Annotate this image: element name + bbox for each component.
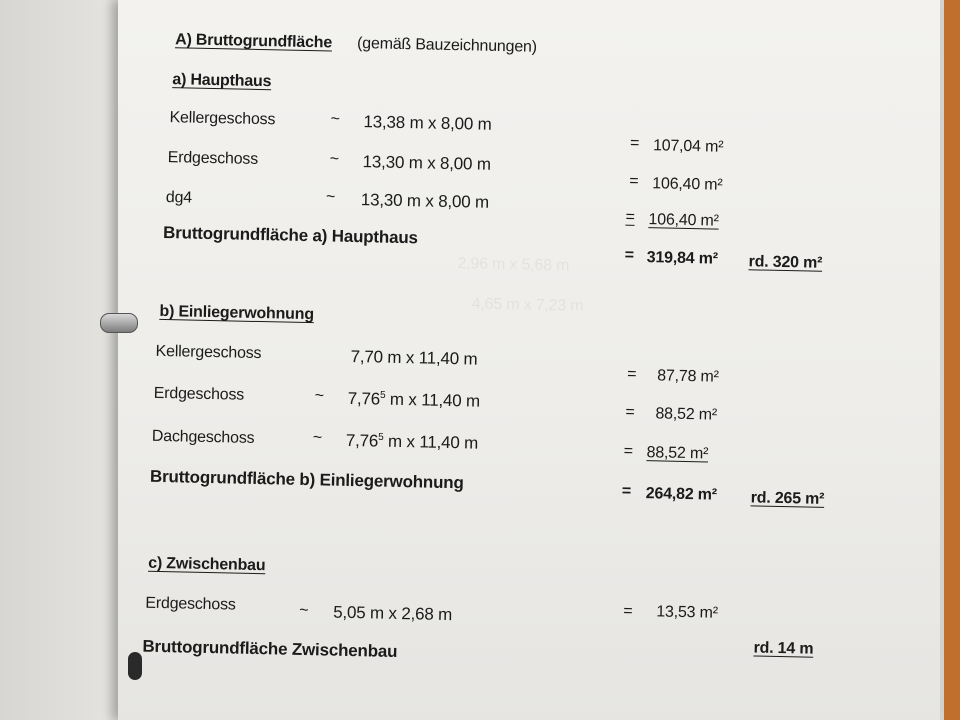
approx-symbol: ~ (330, 110, 340, 128)
row-area: 87,78 m² (657, 367, 719, 386)
row-dimensions: 7,70 m x 11,40 m (350, 346, 478, 369)
approx-symbol: ~ (299, 601, 309, 620)
row-dimensions: 13,30 m x 8,00 m (360, 190, 490, 212)
row-dimensions: 5,05 m x 2,68 m (333, 602, 453, 625)
subtotal-label: Bruttogrundfläche Zwischenbau (142, 636, 398, 661)
section-heading: a) Haupthaus (172, 71, 272, 91)
equals-sign: = (623, 602, 633, 620)
equals-sign: = (624, 246, 635, 264)
equals-sign: = (623, 442, 633, 460)
row-dimensions: 13,38 m x 8,00 m (363, 112, 492, 134)
row-label: Erdgeschoss (153, 384, 245, 404)
rounded-total: rd. 320 m² (748, 253, 823, 272)
row-area: 88,52 m² (655, 405, 718, 424)
row-label: Kellergeschoss (155, 342, 262, 363)
row-label: Dachgeschoss (151, 427, 255, 447)
row-area: 88,52 m² (646, 444, 709, 463)
section-heading: b) Einliegerwohnung (159, 302, 315, 324)
row-label: Kellergeschoss (169, 109, 276, 129)
subtotal-area: 319,84 m² (646, 249, 719, 268)
row-area: 13,53 m² (656, 603, 719, 622)
document-title: A) Bruttogrundfläche (175, 31, 333, 52)
background-orange-strip (944, 0, 960, 720)
row-dimensions: 7,76$^5$ m x 11,40 m (347, 388, 481, 411)
equals-sign: = (625, 208, 635, 226)
equals-sign: = (629, 134, 640, 152)
row-label: dg4 (165, 189, 193, 207)
document-sheet (118, 0, 940, 720)
document-title-note: (gemäß Bauzeichnungen) (356, 35, 537, 56)
binder-hole (128, 652, 142, 680)
rounded-total: rd. 14 m (753, 639, 814, 658)
section-heading: c) Zwischenbau (148, 554, 266, 575)
binder-ring (100, 313, 138, 333)
show-through-text: 4,65 m x 7,23 m (471, 295, 584, 315)
row-dimensions: 7,76$^5$ m x 11,40 m (345, 430, 479, 453)
document-page (118, 0, 940, 720)
equals-sign: = (629, 172, 639, 190)
subtotal-area: 264,82 m² (645, 485, 718, 504)
subtotal-label: Bruttogrundfläche b) Einliegerwohnung (149, 466, 464, 493)
approx-symbol: ~ (325, 188, 336, 206)
equals-sign: = (627, 365, 637, 383)
rounded-total: rd. 265 m² (750, 489, 825, 508)
approx-symbol: ~ (314, 387, 325, 405)
row-area: 106,40 m² (652, 175, 723, 194)
row-area: 106,40 m² (648, 211, 719, 230)
row-dimensions: 13,30 m x 8,00 m (362, 152, 491, 174)
approx-symbol: ~ (312, 429, 323, 447)
row-area: 107,04 m² (652, 137, 724, 156)
row-label: Erdgeschoss (145, 594, 236, 614)
equals-sign: = (625, 403, 635, 421)
approx-symbol: ~ (329, 150, 340, 168)
show-through-text: 2,96 m x 5,68 m (457, 255, 570, 275)
row-label: Erdgeschoss (167, 149, 259, 168)
subtotal-label: Bruttogrundfläche a) Haupthaus (162, 222, 418, 248)
equals-sign: = (621, 482, 632, 500)
